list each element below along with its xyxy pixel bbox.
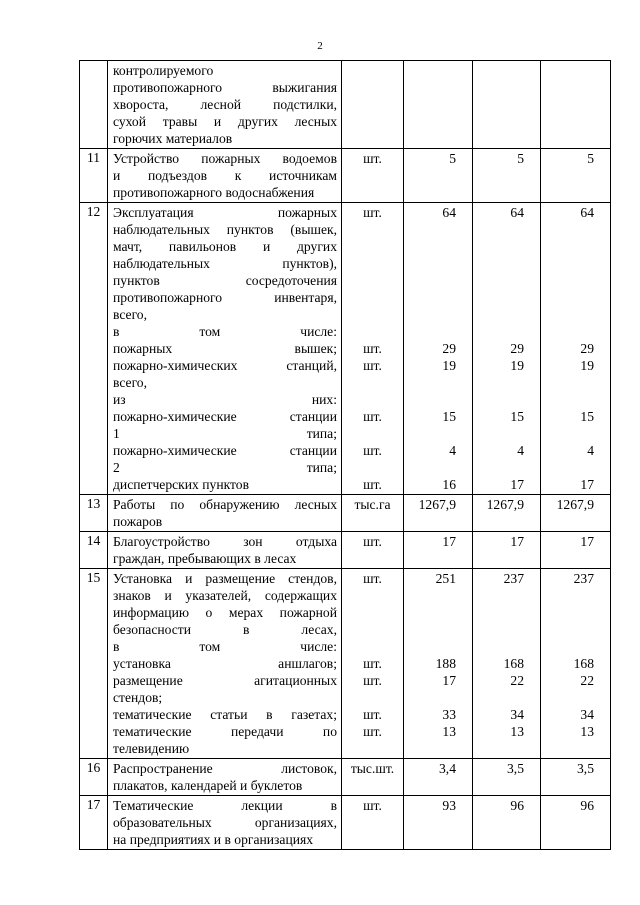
row-unit [342,759,404,796]
unit-block [342,496,403,513]
value-line: 17 [442,673,456,688]
value-line [404,621,472,638]
value-line: 1267,9 [486,497,524,512]
row-description [108,203,342,495]
value-line: 1267,9 [418,497,456,512]
row-value-col-2 [473,203,541,495]
value-line: 1267,9 [556,497,594,512]
value-line: 29 [442,341,456,356]
unit-line: шт. [363,571,382,586]
value-line: 17 [442,534,456,549]
value-line: 17 [580,534,594,549]
value-line [541,604,610,621]
value-line: 5 [517,151,524,166]
value-line: 19 [442,358,456,373]
unit-line: шт. [363,707,382,722]
description-line: тематические статьи в газетах; [113,707,337,722]
table-row [80,532,611,569]
row-value-col-1 [404,569,473,759]
description-line: и подъездов к источникам [113,168,337,183]
unit-line [342,238,403,255]
value-line: 17 [580,477,594,492]
unit-line [342,425,403,442]
description-line: пожарно-химических станций, [113,358,337,373]
value-line [404,374,472,391]
description-line: противопожарного выжигания [113,80,337,95]
value-line [404,238,472,255]
description-line: Работы по обнаружению лесных [113,497,337,512]
description-line: Устройство пожарных водоемов [113,151,337,166]
value-line [473,289,540,306]
value-line: 22 [510,673,524,688]
unit-line [342,221,403,238]
description-line: диспетчерских пунктов [113,477,249,492]
description-line: на предприятиях и в организациях [113,832,314,847]
value-line [473,425,540,442]
unit-line [342,740,403,757]
value-line [404,323,472,340]
value-line: 4 [449,443,456,458]
description-line: информацию о мерах пожарной [113,605,337,620]
description-line: наблюдательных пунктов (вышек, [113,222,337,237]
table-row [80,569,611,759]
description-line: противопожарного инвентаря, [113,290,337,305]
value-line: 3,4 [439,761,456,776]
row-number: 11 [80,149,108,203]
description-line: Распространение листовок, [113,761,337,776]
description-line: пожарных вышек; [113,341,337,356]
value-line [541,638,610,655]
value-line: 22 [580,673,594,688]
unit-line [342,587,403,604]
row-value-col-3 [541,61,611,149]
value-line [541,272,610,289]
value-line [541,391,610,408]
value-line [473,621,540,638]
unit-line [342,255,403,272]
row-unit [342,203,404,495]
value-line [541,374,610,391]
row-unit [342,796,404,850]
value-line [541,289,610,306]
row-value-col-1 [404,61,473,149]
value-line [473,272,540,289]
description-line: мачт, павильонов и других [113,239,337,254]
value-line [473,306,540,323]
unit-line [342,604,403,621]
value-line [404,391,472,408]
row-unit [342,149,404,203]
description-line: пунктов сосредоточения [113,273,337,288]
value-line: 29 [510,341,524,356]
row-unit [342,61,404,149]
row-value-col-1 [404,759,473,796]
unit-line: шт. [363,798,382,813]
unit-block [342,760,403,777]
description-line: всего, [113,375,148,390]
table-row [80,796,611,850]
value-line [473,689,540,706]
row-description [108,149,342,203]
description-line: образовательных организациях, [113,815,337,830]
row-value-col-2 [473,495,541,532]
description-line: контролируемого [113,63,214,78]
value-line: 34 [510,707,524,722]
value-line: 93 [442,798,456,813]
description-line: всего, [113,307,148,322]
unit-block [342,150,403,167]
description-line: сухой травы и других лесных [113,114,337,129]
row-value-col-3 [541,149,611,203]
unit-line [342,638,403,655]
row-number: 14 [80,532,108,569]
description-line: безопасности в лесах, [113,622,337,637]
value-line: 168 [503,656,524,671]
value-line [473,587,540,604]
row-unit [342,495,404,532]
description-line: из них: [113,392,337,407]
unit-line: шт. [363,151,382,166]
description-line: наблюдательных пунктов), [113,256,337,271]
value-line: 13 [580,724,594,739]
description-line: 2 типа; [113,460,337,475]
description-line: стендов; [113,690,163,705]
unit-line [342,272,403,289]
table-row [80,61,611,149]
description-line: Эксплуатация пожарных [113,205,337,220]
value-line [404,306,472,323]
description-line: пожаров [113,514,163,529]
row-value-col-3 [541,495,611,532]
value-line: 64 [580,205,594,220]
value-line: 16 [442,477,456,492]
row-number: 13 [80,495,108,532]
row-value-col-3 [541,569,611,759]
value-line: 29 [580,341,594,356]
row-value-col-3 [541,759,611,796]
description-line: в том числе: [113,324,337,339]
value-line [404,425,472,442]
value-line: 3,5 [507,761,524,776]
unit-line [342,323,403,340]
value-line [473,255,540,272]
unit-line [342,459,403,476]
unit-line: тыс.га [354,497,391,512]
value-line: 19 [580,358,594,373]
value-line [404,689,472,706]
description-line: Установка и размещение стендов, [113,571,337,586]
description-line: хвороста, лесной подстилки, [113,97,337,112]
table-row [80,203,611,495]
row-value-col-1 [404,149,473,203]
unit-line [342,391,403,408]
row-value-col-2 [473,61,541,149]
value-line: 96 [510,798,524,813]
value-line: 15 [442,409,456,424]
value-line: 64 [442,205,456,220]
unit-block [342,797,403,814]
value-line: 4 [587,443,594,458]
unit-line: шт. [363,656,382,671]
row-description [108,796,342,850]
row-description [108,569,342,759]
description-line: противопожарного водоснабжения [113,185,315,200]
value-line [473,740,540,757]
unit-line: шт. [363,341,382,356]
value-line [473,238,540,255]
value-line [473,323,540,340]
description-line: Тематические лекции в [113,798,337,813]
value-line [541,255,610,272]
row-value-col-2 [473,149,541,203]
unit-line: шт. [363,477,382,492]
value-line: 3,5 [577,761,594,776]
value-line: 13 [442,724,456,739]
value-line [473,374,540,391]
value-line [404,740,472,757]
value-line: 5 [449,151,456,166]
value-line: 237 [573,571,594,586]
row-value-col-3 [541,532,611,569]
value-line: 168 [573,656,594,671]
value-line [404,289,472,306]
row-value-col-2 [473,759,541,796]
page-number: 2 [317,40,323,52]
row-description [108,61,342,149]
value-line: 17 [510,477,524,492]
row-value-col-1 [404,495,473,532]
value-line [473,638,540,655]
description-line: пожарно-химические станции [113,443,337,458]
value-line: 17 [510,534,524,549]
value-line: 19 [510,358,524,373]
row-unit [342,569,404,759]
value-line [473,221,540,238]
description-line: установка аншлагов; [113,656,337,671]
description-line: в том числе: [113,639,337,654]
value-line: 4 [517,443,524,458]
value-line [541,323,610,340]
unit-block [342,570,403,757]
value-line: 188 [435,656,456,671]
value-line [541,238,610,255]
value-line [473,459,540,476]
unit-line [342,621,403,638]
value-line [473,604,540,621]
value-line [541,587,610,604]
description-line: тематические передачи по [113,724,337,739]
unit-line: шт. [363,205,382,220]
value-line [404,459,472,476]
value-line: 15 [510,409,524,424]
value-line [404,221,472,238]
row-description [108,495,342,532]
value-line: 237 [503,571,524,586]
unit-block [342,533,403,550]
unit-line [342,689,403,706]
value-line [404,587,472,604]
unit-line [342,374,403,391]
row-value-col-3 [541,796,611,850]
description-line: телевидению [113,741,190,756]
value-line: 64 [510,205,524,220]
description-line: граждан, пребывающих в лесах [113,551,297,566]
value-line [541,459,610,476]
value-line [541,689,610,706]
description-line: горючих материалов [113,131,233,146]
unit-line: шт. [363,673,382,688]
value-line: 34 [580,707,594,722]
value-line [541,621,610,638]
unit-line: шт. [363,443,382,458]
value-line [541,740,610,757]
value-line: 13 [510,724,524,739]
value-line [404,255,472,272]
description-line: 1 типа; [113,426,337,441]
row-value-col-3 [541,203,611,495]
value-line [404,272,472,289]
row-number: 17 [80,796,108,850]
table-row [80,149,611,203]
unit-line: шт. [363,534,382,549]
row-number: 12 [80,203,108,495]
value-line: 96 [580,798,594,813]
row-number: 15 [80,569,108,759]
unit-line: тыс.шт. [350,761,395,776]
description-line: знаков и указателей, содержащих [113,588,337,603]
value-line: 251 [435,571,456,586]
value-line [541,221,610,238]
table-body [80,61,611,850]
row-value-col-2 [473,532,541,569]
value-line [541,306,610,323]
row-value-col-1 [404,532,473,569]
description-line: пожарно-химические станции [113,409,337,424]
unit-line [342,306,403,323]
row-description [108,532,342,569]
row-unit [342,532,404,569]
value-line [404,604,472,621]
table-row [80,495,611,532]
description-line: размещение агитационных [113,673,337,688]
unit-line: шт. [363,724,382,739]
unit-line: шт. [363,358,382,373]
table-row [80,759,611,796]
row-number [80,61,108,149]
description-line: плакатов, календарей и буклетов [113,778,303,793]
row-value-col-1 [404,796,473,850]
value-line [541,425,610,442]
value-line [404,638,472,655]
row-value-col-2 [473,569,541,759]
row-description [108,759,342,796]
row-value-col-1 [404,203,473,495]
measures-table [79,60,611,850]
row-value-col-2 [473,796,541,850]
value-line: 15 [580,409,594,424]
description-line: Благоустройство зон отдыха [113,534,337,549]
row-number: 16 [80,759,108,796]
value-line: 5 [587,151,594,166]
unit-block [342,204,403,493]
value-line [473,391,540,408]
unit-line: шт. [363,409,382,424]
value-line: 33 [442,707,456,722]
unit-line [342,289,403,306]
